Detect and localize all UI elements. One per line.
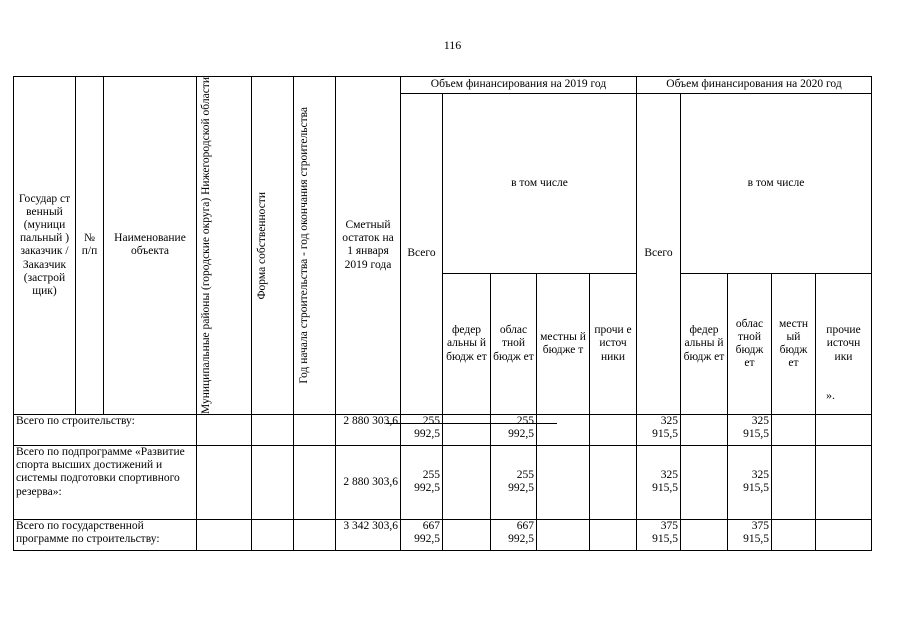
row-label: Всего по подпрограмме «Развитие спорта высших достижений и системы подготовки спортивного резерва»: (14, 445, 197, 519)
header-number: № п/п (76, 77, 104, 415)
cell-other-2019 (590, 519, 637, 550)
header-years-text: Год начала строительства - год окончания строительства (297, 107, 310, 384)
cell-local-2019 (537, 445, 590, 519)
cell-regional-2019: 255 992,5 (491, 445, 537, 519)
header-balance: Сметный остаток на 1 января 2019 года (336, 77, 401, 415)
header-local-2020: местн ый бюдж ет (772, 273, 816, 414)
cell-balance: 2 880 303,6 (336, 414, 401, 445)
header-districts (197, 77, 252, 415)
cell-federal-2019 (443, 445, 491, 519)
cell-other-2019 (590, 414, 637, 445)
header-total-2020: Всего (637, 94, 681, 415)
cell-regional-2020: 375 915,5 (728, 519, 772, 550)
cell-total-2020: 325 915,5 (637, 414, 681, 445)
cell-balance: 3 342 303,6 (336, 519, 401, 550)
financing-table (13, 76, 872, 551)
header-customer: Государ ст венный (муници пальный ) заказчик / Заказчик (застрой щик) (14, 77, 76, 415)
cell-local-2020 (772, 445, 816, 519)
cell-local-2020 (772, 414, 816, 445)
header-regional-2020: облас тной бюдж ет (728, 273, 772, 414)
cell-local-2019 (537, 414, 590, 445)
cell-federal-2019 (443, 414, 491, 445)
cell-other-2019 (590, 445, 637, 519)
header-regional-2019: облас тной бюдж ет (491, 273, 537, 414)
table-row (14, 414, 872, 445)
closing-quote-mark: ». (826, 388, 835, 402)
cell-federal-2019 (443, 519, 491, 550)
header-federal-2020: федер альны й бюдж ет (681, 273, 728, 414)
cell-regional-2019: 667 992,5 (491, 519, 537, 550)
cell-regional-2020: 325 915,5 (728, 445, 772, 519)
header-federal-2019: федер альны й бюдж ет (443, 273, 491, 414)
header-total-2019: Всего (401, 94, 443, 415)
cell-total-2019: 255 992,5 (401, 445, 443, 519)
header-including-2019: в том числе (443, 94, 637, 274)
cell-local-2020 (772, 519, 816, 550)
header-other-2020: прочие источн ики (816, 273, 872, 414)
header-districts-text: Муниципальные районы (городские округа) Нижегородской области (200, 77, 212, 414)
cell-local-2019 (537, 519, 590, 550)
header-local-2019: местны й бюдже т (537, 273, 590, 414)
cell-balance: 2 880 303,6 (336, 445, 401, 519)
header-years (294, 77, 336, 415)
cell-other-2020 (816, 519, 872, 550)
header-funding-2020: Объем финансирования на 2020 год (637, 77, 872, 94)
table-row (14, 445, 872, 519)
header-ownership-text: Форма собственности (255, 191, 268, 300)
cell-total-2019: 667 992,5 (401, 519, 443, 550)
header-other-2019: прочи е источ ники (590, 273, 637, 414)
row-label: Всего по строительству: (14, 414, 197, 445)
page-number: 116 (443, 38, 462, 52)
header-ownership (252, 77, 294, 415)
cell-total-2020: 325 915,5 (637, 445, 681, 519)
cell-federal-2020 (681, 414, 728, 445)
cell-federal-2020 (681, 519, 728, 550)
cell-regional-2019: 255 992,5 (491, 414, 537, 445)
table-row (14, 519, 872, 550)
cell-total-2020: 375 915,5 (637, 519, 681, 550)
header-object-name: Наименование объекта (104, 77, 197, 415)
cell-other-2020 (816, 414, 872, 445)
separator-line (386, 423, 557, 424)
cell-other-2020 (816, 445, 872, 519)
header-including-2020: в том числе (681, 94, 872, 274)
header-funding-2019: Объем финансирования на 2019 год (401, 77, 637, 94)
row-label: Всего по государственной программе по строительству: (14, 519, 197, 550)
cell-total-2019: 255 992,5 (401, 414, 443, 445)
cell-regional-2020: 325 915,5 (728, 414, 772, 445)
cell-federal-2020 (681, 445, 728, 519)
